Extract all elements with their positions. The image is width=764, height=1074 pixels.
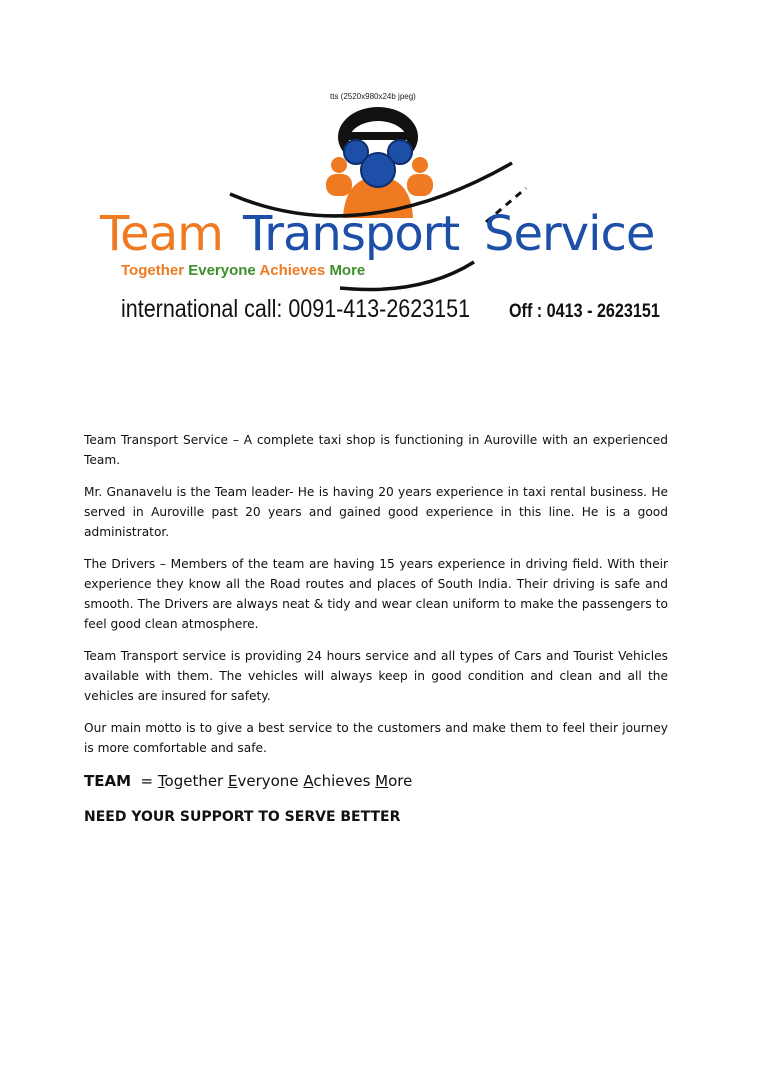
acronym-letter-t: T bbox=[157, 772, 165, 790]
brand-team-word: Team bbox=[100, 206, 223, 262]
acronym-word-everyone: veryone bbox=[237, 772, 304, 790]
team-acronym-word: TEAM bbox=[84, 772, 132, 790]
tagline-word-achieves: Achieves bbox=[259, 262, 330, 279]
steering-wheel-passengers-icon bbox=[326, 107, 433, 218]
acronym-word-together: ogether bbox=[164, 772, 228, 790]
paragraph-motto: Our main motto is to give a best service to the customers and make them to feel their journey is more comfortable and safe. bbox=[84, 721, 668, 755]
acronym-word-more: ore bbox=[388, 772, 413, 790]
support-slogan: NEED YOUR SUPPORT TO SERVE BETTER bbox=[84, 809, 401, 825]
tagline-word-everyone: Everyone bbox=[188, 262, 260, 279]
document-body bbox=[84, 430, 668, 828]
image-caption: tts (2520x980x24b jpeg) bbox=[330, 92, 416, 101]
brand-transport-word: Transport bbox=[243, 206, 460, 262]
brand-service-word: Service bbox=[484, 206, 655, 262]
team-acronym-line bbox=[84, 770, 668, 792]
acronym-letter-m: M bbox=[375, 772, 389, 790]
tagline-word-more: More bbox=[329, 262, 366, 279]
acronym-word-achieves: chieves bbox=[313, 772, 376, 790]
international-phone: international call: 0091-413-2623151 bbox=[121, 295, 471, 323]
acronym-letter-a: A bbox=[303, 772, 314, 790]
paragraph-drivers: The Drivers – Members of the team are having 15 years experience in driving field. With their experience they know all the Road routes and places of South India. Their driving is safe and smooth. The Drivers are always neat & tidy and wear clean uniform to make the passengers to feel good clean atmosphere. bbox=[84, 557, 668, 631]
paragraph-intro: Team Transport Service – A complete taxi shop is functioning in Auroville with an experienced Team. bbox=[84, 433, 668, 467]
brand-tagline bbox=[121, 262, 365, 279]
logo-graphic bbox=[0, 0, 764, 340]
tagline-word-together: Together bbox=[121, 262, 189, 279]
paragraph-team-leader: Mr. Gnanavelu is the Team leader- He is having 20 years experience in taxi rental business. He served in Auroville past 20 years and gained good experience in this line. He is a good administrator. bbox=[84, 485, 668, 539]
team-acronym-equals: = bbox=[131, 772, 158, 790]
office-phone: Off : 0413 - 2623151 bbox=[509, 301, 660, 322]
acronym-letter-e: E bbox=[228, 772, 238, 790]
paragraph-service: Team Transport service is providing 24 hours service and all types of Cars and Tourist Vehicles available with them. The vehicles will always keep in good condition and clean and all the vehicles are insured for safety. bbox=[84, 649, 668, 703]
